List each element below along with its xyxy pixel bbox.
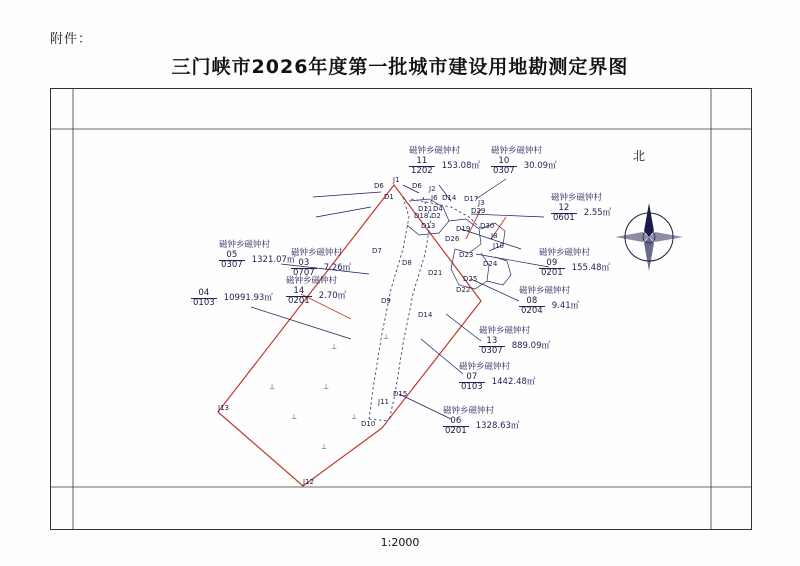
parcel-annotation-11 <box>409 147 480 176</box>
point-label-d19: D19 <box>456 225 471 233</box>
attachment-label: 附件： <box>50 32 93 47</box>
point-label-j8: J8 <box>491 232 498 240</box>
point-label-d30: D30 <box>480 222 495 230</box>
parcel-area-13: 889.09㎡ <box>511 340 550 351</box>
parcel-area-07: 1442.48㎡ <box>491 376 536 387</box>
parcel-annotation-08 <box>519 287 579 316</box>
point-label-d23: D23 <box>459 251 474 259</box>
point-label-d21: D21 <box>428 269 443 277</box>
parcel-code-04: $\frac{04}{0103}$ <box>193 288 215 309</box>
svg-text:⊥: ⊥ <box>291 413 298 421</box>
point-label-j10: J10 <box>493 242 504 250</box>
point-label-d18: D18 <box>414 212 429 220</box>
point-label-d4: D4 <box>433 205 443 213</box>
svg-text:⊥: ⊥ <box>351 413 358 421</box>
parcel-code-14: $\frac{14}{0201}$ <box>288 285 310 307</box>
parcel-annotation-09 <box>539 249 610 278</box>
parcel-area-03: 7.26㎡ <box>323 262 352 273</box>
point-label-d7: D7 <box>372 247 382 255</box>
svg-text:⊥: ⊥ <box>323 383 330 391</box>
parcel-annotation-07 <box>459 363 535 392</box>
map-drawing <box>51 89 751 529</box>
parcel-annotation-06 <box>443 407 519 436</box>
parcel-area-10: 30.09㎡ <box>523 160 557 171</box>
parcel-area-08: 9.41㎡ <box>551 300 580 311</box>
parcel-area-12: 2.55㎡ <box>583 207 612 218</box>
parcel-annotation-04 <box>191 289 273 309</box>
point-label-d6a: D6 <box>374 182 384 190</box>
parcel-code-11: $\frac{11}{1202}$ <box>411 155 433 177</box>
scale-label: 1:2000 <box>380 536 420 549</box>
svg-text:⊥: ⊥ <box>321 443 328 451</box>
point-label-d10: D10 <box>361 420 376 428</box>
point-label-d25: D25 <box>463 275 478 283</box>
parcel-code-06: $\frac{06}{0201}$ <box>445 415 467 437</box>
parcel-area-09: 155.48㎡ <box>571 262 610 273</box>
parcel-code-09: $\frac{09}{0201}$ <box>541 257 563 279</box>
marsh-symbols <box>269 333 389 451</box>
parcel-village-09: 磁钟乡磁钟村 <box>539 248 591 258</box>
survey-map-frame <box>50 88 752 530</box>
point-label-j3: J3 <box>478 199 485 207</box>
parcel-area-05: 1321.07㎡ <box>251 254 296 265</box>
parcel-area-06: 1328.63㎡ <box>475 420 520 431</box>
parcel-village-07: 磁钟乡磁钟村 <box>459 362 511 372</box>
parcel-code-07: $\frac{07}{0103}$ <box>461 371 483 393</box>
parcel-annotation-14 <box>286 277 346 306</box>
parcel-annotation-13 <box>479 327 550 356</box>
parcel-code-03: $\frac{03}{0707}$ <box>293 257 315 279</box>
point-label-d22: D22 <box>456 286 471 294</box>
point-label-d2: D2 <box>431 212 441 220</box>
parcel-village-13: 磁钟乡磁钟村 <box>479 326 531 336</box>
parcel-code-08: $\frac{08}{0204}$ <box>521 295 543 317</box>
point-label-j11: J11 <box>378 398 389 406</box>
point-label-d8: D8 <box>402 259 412 267</box>
point-label-d24: D24 <box>483 260 498 268</box>
point-label-d14b: D14 <box>418 311 433 319</box>
point-label-d29: D29 <box>471 207 486 215</box>
frame-guides <box>51 89 751 529</box>
point-label-d17: D17 <box>464 195 479 203</box>
point-label-j2: J2 <box>429 185 436 193</box>
point-label-d9: D9 <box>381 297 391 305</box>
point-label-d26: D26 <box>445 235 460 243</box>
parcel-area-04: 10991.93㎡ <box>223 292 273 303</box>
point-label-d14a: D14 <box>442 194 457 202</box>
parcel-village-10: 磁钟乡磁钟村 <box>491 146 543 156</box>
parcel-area-14: 2.70㎡ <box>318 290 347 301</box>
point-label-j6: J6 <box>431 194 438 202</box>
parcel-annotation-03 <box>291 249 351 278</box>
parcel-village-05: 磁钟乡磁钟村 <box>219 240 271 250</box>
svg-text:⊥: ⊥ <box>383 333 390 341</box>
parcel-annotation-05 <box>219 241 295 270</box>
parcel-village-06: 磁钟乡磁钟村 <box>443 406 495 416</box>
parcel-code-05: $\frac{05}{0307}$ <box>221 249 243 271</box>
parcel-code-10: $\frac{10}{0307}$ <box>493 155 515 177</box>
point-label-d1: D1 <box>384 193 394 201</box>
compass-rose <box>615 203 683 271</box>
svg-text:⊥: ⊥ <box>331 343 338 351</box>
parcel-code-13: $\frac{13}{0307}$ <box>481 335 503 357</box>
point-label-d13: D13 <box>421 222 436 230</box>
point-label-j1: J1 <box>393 176 400 184</box>
svg-text:⊥: ⊥ <box>269 383 276 391</box>
parcel-village-11: 磁钟乡磁钟村 <box>409 146 461 156</box>
point-label-j12: J12 <box>303 478 314 486</box>
point-label-d15: D15 <box>393 390 408 398</box>
parcel-village-14: 磁钟乡磁钟村 <box>286 276 338 286</box>
parcel-village-08: 磁钟乡磁钟村 <box>519 286 571 296</box>
parcel-annotation-10 <box>491 147 557 176</box>
page-title: 三门峡市2026年度第一批城市建设用地勘测定界图 <box>171 56 629 78</box>
parcel-village-12: 磁钟乡磁钟村 <box>551 193 603 203</box>
point-label-d6b: D6 <box>412 182 422 190</box>
parcel-area-11: 153.08㎡ <box>441 160 480 171</box>
parcel-village-03: 磁钟乡磁钟村 <box>291 248 343 258</box>
point-label-j13: J13 <box>218 404 229 412</box>
parcel-annotation-12 <box>551 194 611 223</box>
north-label: 北 <box>633 149 646 163</box>
parcel-code-12: $\frac{12}{0601}$ <box>553 202 575 224</box>
point-label-d11: D11 <box>418 205 433 213</box>
